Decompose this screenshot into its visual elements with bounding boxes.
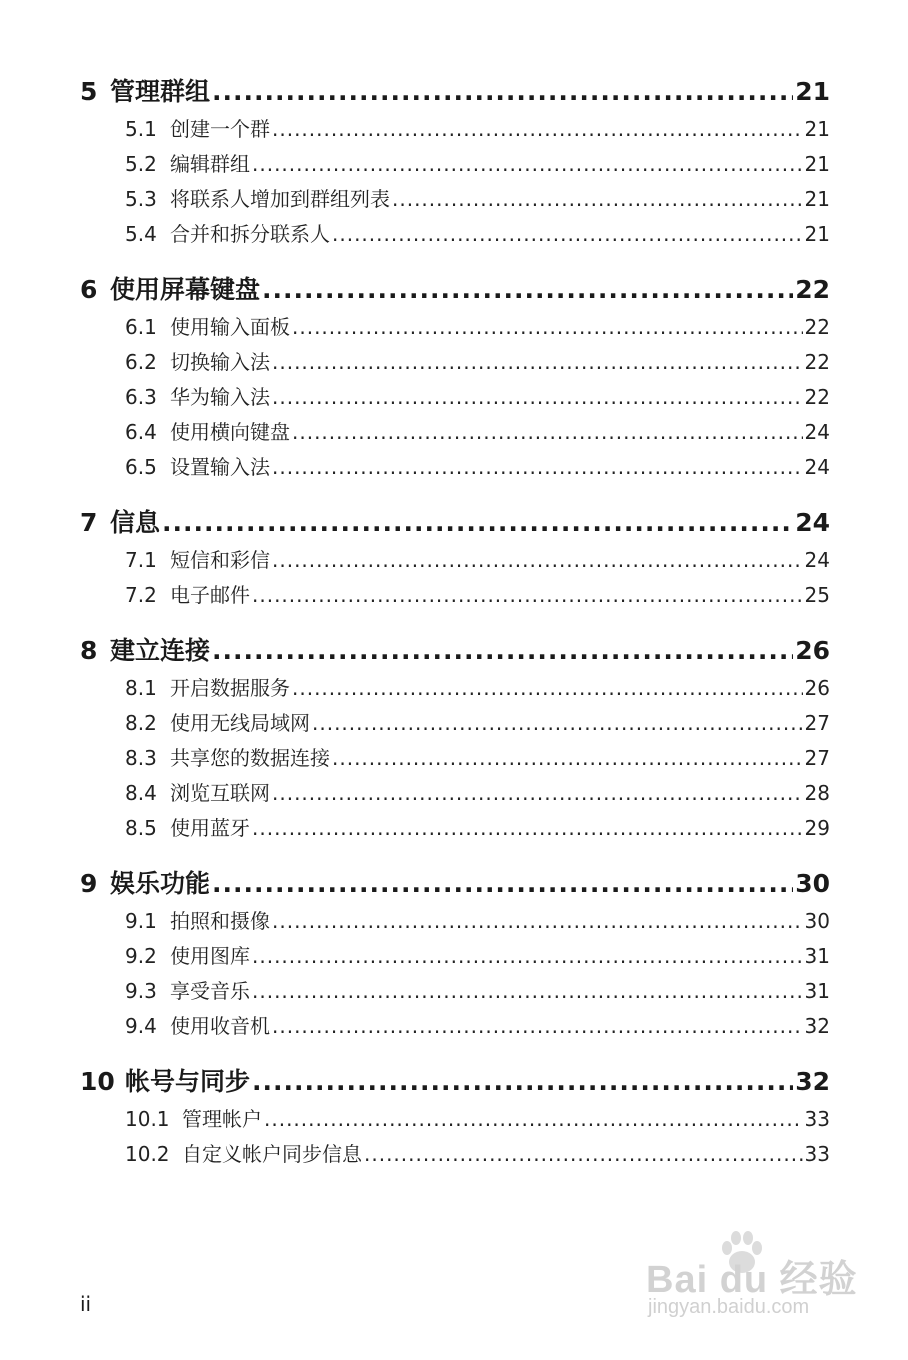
section-number: 5.1 [125, 117, 157, 141]
section-title: 享受音乐 [170, 979, 250, 1003]
dot-leader [252, 578, 803, 613]
section-title: 编辑群组 [170, 152, 250, 176]
section-page: 22 [804, 385, 830, 409]
chapter-number: 8 [80, 636, 98, 665]
section-page: 28 [804, 781, 830, 805]
dot-leader [162, 503, 793, 543]
section-title: 使用输入面板 [170, 315, 290, 339]
toc-section[interactable] [80, 706, 830, 741]
section-title: 使用横向键盘 [170, 420, 290, 444]
toc-section[interactable] [80, 1009, 830, 1044]
section-title: 华为输入法 [170, 385, 270, 409]
section-title: 共享您的数据连接 [170, 746, 330, 770]
toc-chapter[interactable] [80, 864, 830, 904]
section-number: 7.1 [125, 548, 157, 572]
section-title: 创建一个群 [170, 117, 270, 141]
chapter-page: 32 [795, 1067, 830, 1096]
dot-leader [252, 974, 803, 1009]
toc-section[interactable] [80, 310, 830, 345]
toc-section[interactable] [80, 939, 830, 974]
dot-leader [272, 543, 803, 578]
section-page: 21 [804, 222, 830, 246]
toc-chapter[interactable] [80, 72, 830, 112]
section-title: 使用无线局域网 [170, 711, 310, 735]
toc-section[interactable] [80, 776, 830, 811]
page-number: ii [80, 1292, 92, 1316]
toc-section[interactable] [80, 182, 830, 217]
dot-leader [272, 450, 803, 485]
chapter-title: 信息 [110, 508, 161, 537]
dot-leader [252, 1062, 793, 1102]
toc-section[interactable] [80, 974, 830, 1009]
dot-leader [312, 706, 803, 741]
section-number: 7.2 [125, 583, 157, 607]
chapter-title: 帐号与同步 [125, 1067, 251, 1096]
section-page: 21 [804, 152, 830, 176]
baidu-watermark [640, 1228, 860, 1328]
section-title: 自定义帐户同步信息 [182, 1142, 362, 1166]
toc-section[interactable] [80, 904, 830, 939]
section-number: 6.1 [125, 315, 157, 339]
section-page: 21 [804, 117, 830, 141]
section-number: 8.2 [125, 711, 157, 735]
chapter-number: 7 [80, 508, 98, 537]
dot-leader [392, 182, 803, 217]
dot-leader [332, 217, 803, 252]
section-page: 33 [804, 1107, 830, 1131]
toc-chapter[interactable] [80, 270, 830, 310]
toc-section[interactable] [80, 1137, 830, 1172]
section-number: 10.2 [125, 1142, 170, 1166]
dot-leader [272, 112, 803, 147]
section-title: 切换输入法 [170, 350, 270, 374]
section-title: 将联系人增加到群组列表 [170, 187, 390, 211]
section-number: 6.5 [125, 455, 157, 479]
chapter-page: 21 [795, 77, 830, 106]
table-of-contents [80, 72, 830, 1172]
dot-leader [212, 72, 793, 112]
dot-leader [252, 811, 803, 846]
toc-section[interactable] [80, 671, 830, 706]
section-number: 9.1 [125, 909, 157, 933]
section-page: 27 [804, 711, 830, 735]
chapter-page: 30 [795, 869, 830, 898]
section-number: 9.2 [125, 944, 157, 968]
chapter-number: 6 [80, 275, 98, 304]
toc-section[interactable] [80, 450, 830, 485]
section-page: 21 [804, 187, 830, 211]
dot-leader [272, 380, 803, 415]
dot-leader [262, 270, 793, 310]
toc-chapter[interactable] [80, 1062, 830, 1102]
dot-leader [264, 1102, 803, 1137]
dot-leader [272, 1009, 803, 1044]
section-page: 26 [804, 676, 830, 700]
toc-section[interactable] [80, 415, 830, 450]
section-page: 31 [804, 979, 830, 1003]
dot-leader [272, 904, 803, 939]
chapter-title: 建立连接 [110, 636, 211, 665]
toc-section[interactable] [80, 147, 830, 182]
section-page: 31 [804, 944, 830, 968]
section-number: 5.2 [125, 152, 157, 176]
chapter-page: 22 [795, 275, 830, 304]
section-page: 22 [804, 350, 830, 374]
dot-leader [212, 864, 793, 904]
toc-section[interactable] [80, 345, 830, 380]
section-page: 30 [804, 909, 830, 933]
section-number: 6.3 [125, 385, 157, 409]
section-page: 33 [804, 1142, 830, 1166]
section-title: 设置输入法 [170, 455, 270, 479]
chapter-number: 5 [80, 77, 98, 106]
section-number: 8.4 [125, 781, 157, 805]
section-title: 拍照和摄像 [170, 909, 270, 933]
section-number: 8.5 [125, 816, 157, 840]
dot-leader [364, 1137, 803, 1172]
section-number: 5.3 [125, 187, 157, 211]
dot-leader [272, 776, 803, 811]
dot-leader [252, 939, 803, 974]
section-number: 9.4 [125, 1014, 157, 1038]
toc-chapter[interactable] [80, 631, 830, 671]
chapter-number: 9 [80, 869, 98, 898]
toc-section[interactable] [80, 112, 830, 147]
section-title: 使用图库 [170, 944, 250, 968]
section-title: 浏览互联网 [170, 781, 270, 805]
section-number: 5.4 [125, 222, 157, 246]
section-page: 32 [804, 1014, 830, 1038]
toc-section[interactable] [80, 1102, 830, 1137]
section-page: 24 [804, 455, 830, 479]
section-page: 27 [804, 746, 830, 770]
dot-leader [252, 147, 803, 182]
chapter-number: 10 [80, 1067, 115, 1096]
section-number: 9.3 [125, 979, 157, 1003]
toc-section[interactable] [80, 741, 830, 776]
dot-leader [272, 345, 803, 380]
section-page: 29 [804, 816, 830, 840]
toc-section[interactable] [80, 217, 830, 252]
toc-section[interactable] [80, 578, 830, 613]
section-title: 开启数据服务 [170, 676, 290, 700]
toc-section[interactable] [80, 811, 830, 846]
section-title: 电子邮件 [170, 583, 250, 607]
section-number: 8.1 [125, 676, 157, 700]
chapter-page: 24 [795, 508, 830, 537]
section-page: 25 [804, 583, 830, 607]
dot-leader [292, 671, 803, 706]
section-title: 合并和拆分联系人 [170, 222, 330, 246]
section-title: 使用收音机 [170, 1014, 270, 1038]
toc-chapter[interactable] [80, 503, 830, 543]
watermark-url: jingyan.baidu.com [648, 1296, 810, 1318]
section-number: 6.2 [125, 350, 157, 374]
section-page: 22 [804, 315, 830, 339]
section-title: 短信和彩信 [170, 548, 270, 572]
section-page: 24 [804, 548, 830, 572]
section-number: 6.4 [125, 420, 157, 444]
section-number: 8.3 [125, 746, 157, 770]
chapter-title: 使用屏幕键盘 [110, 275, 261, 304]
chapter-title: 管理群组 [110, 77, 211, 106]
section-title: 管理帐户 [182, 1107, 262, 1131]
chapter-title: 娱乐功能 [110, 869, 211, 898]
dot-leader [292, 415, 803, 450]
section-page: 24 [804, 420, 830, 444]
dot-leader [332, 741, 803, 776]
watermark-brand: Bai du 经验 [646, 1259, 858, 1301]
dot-leader [292, 310, 803, 345]
toc-section[interactable] [80, 543, 830, 578]
section-title: 使用蓝牙 [170, 816, 250, 840]
chapter-page: 26 [795, 636, 830, 665]
toc-section[interactable] [80, 380, 830, 415]
dot-leader [212, 631, 793, 671]
section-number: 10.1 [125, 1107, 170, 1131]
